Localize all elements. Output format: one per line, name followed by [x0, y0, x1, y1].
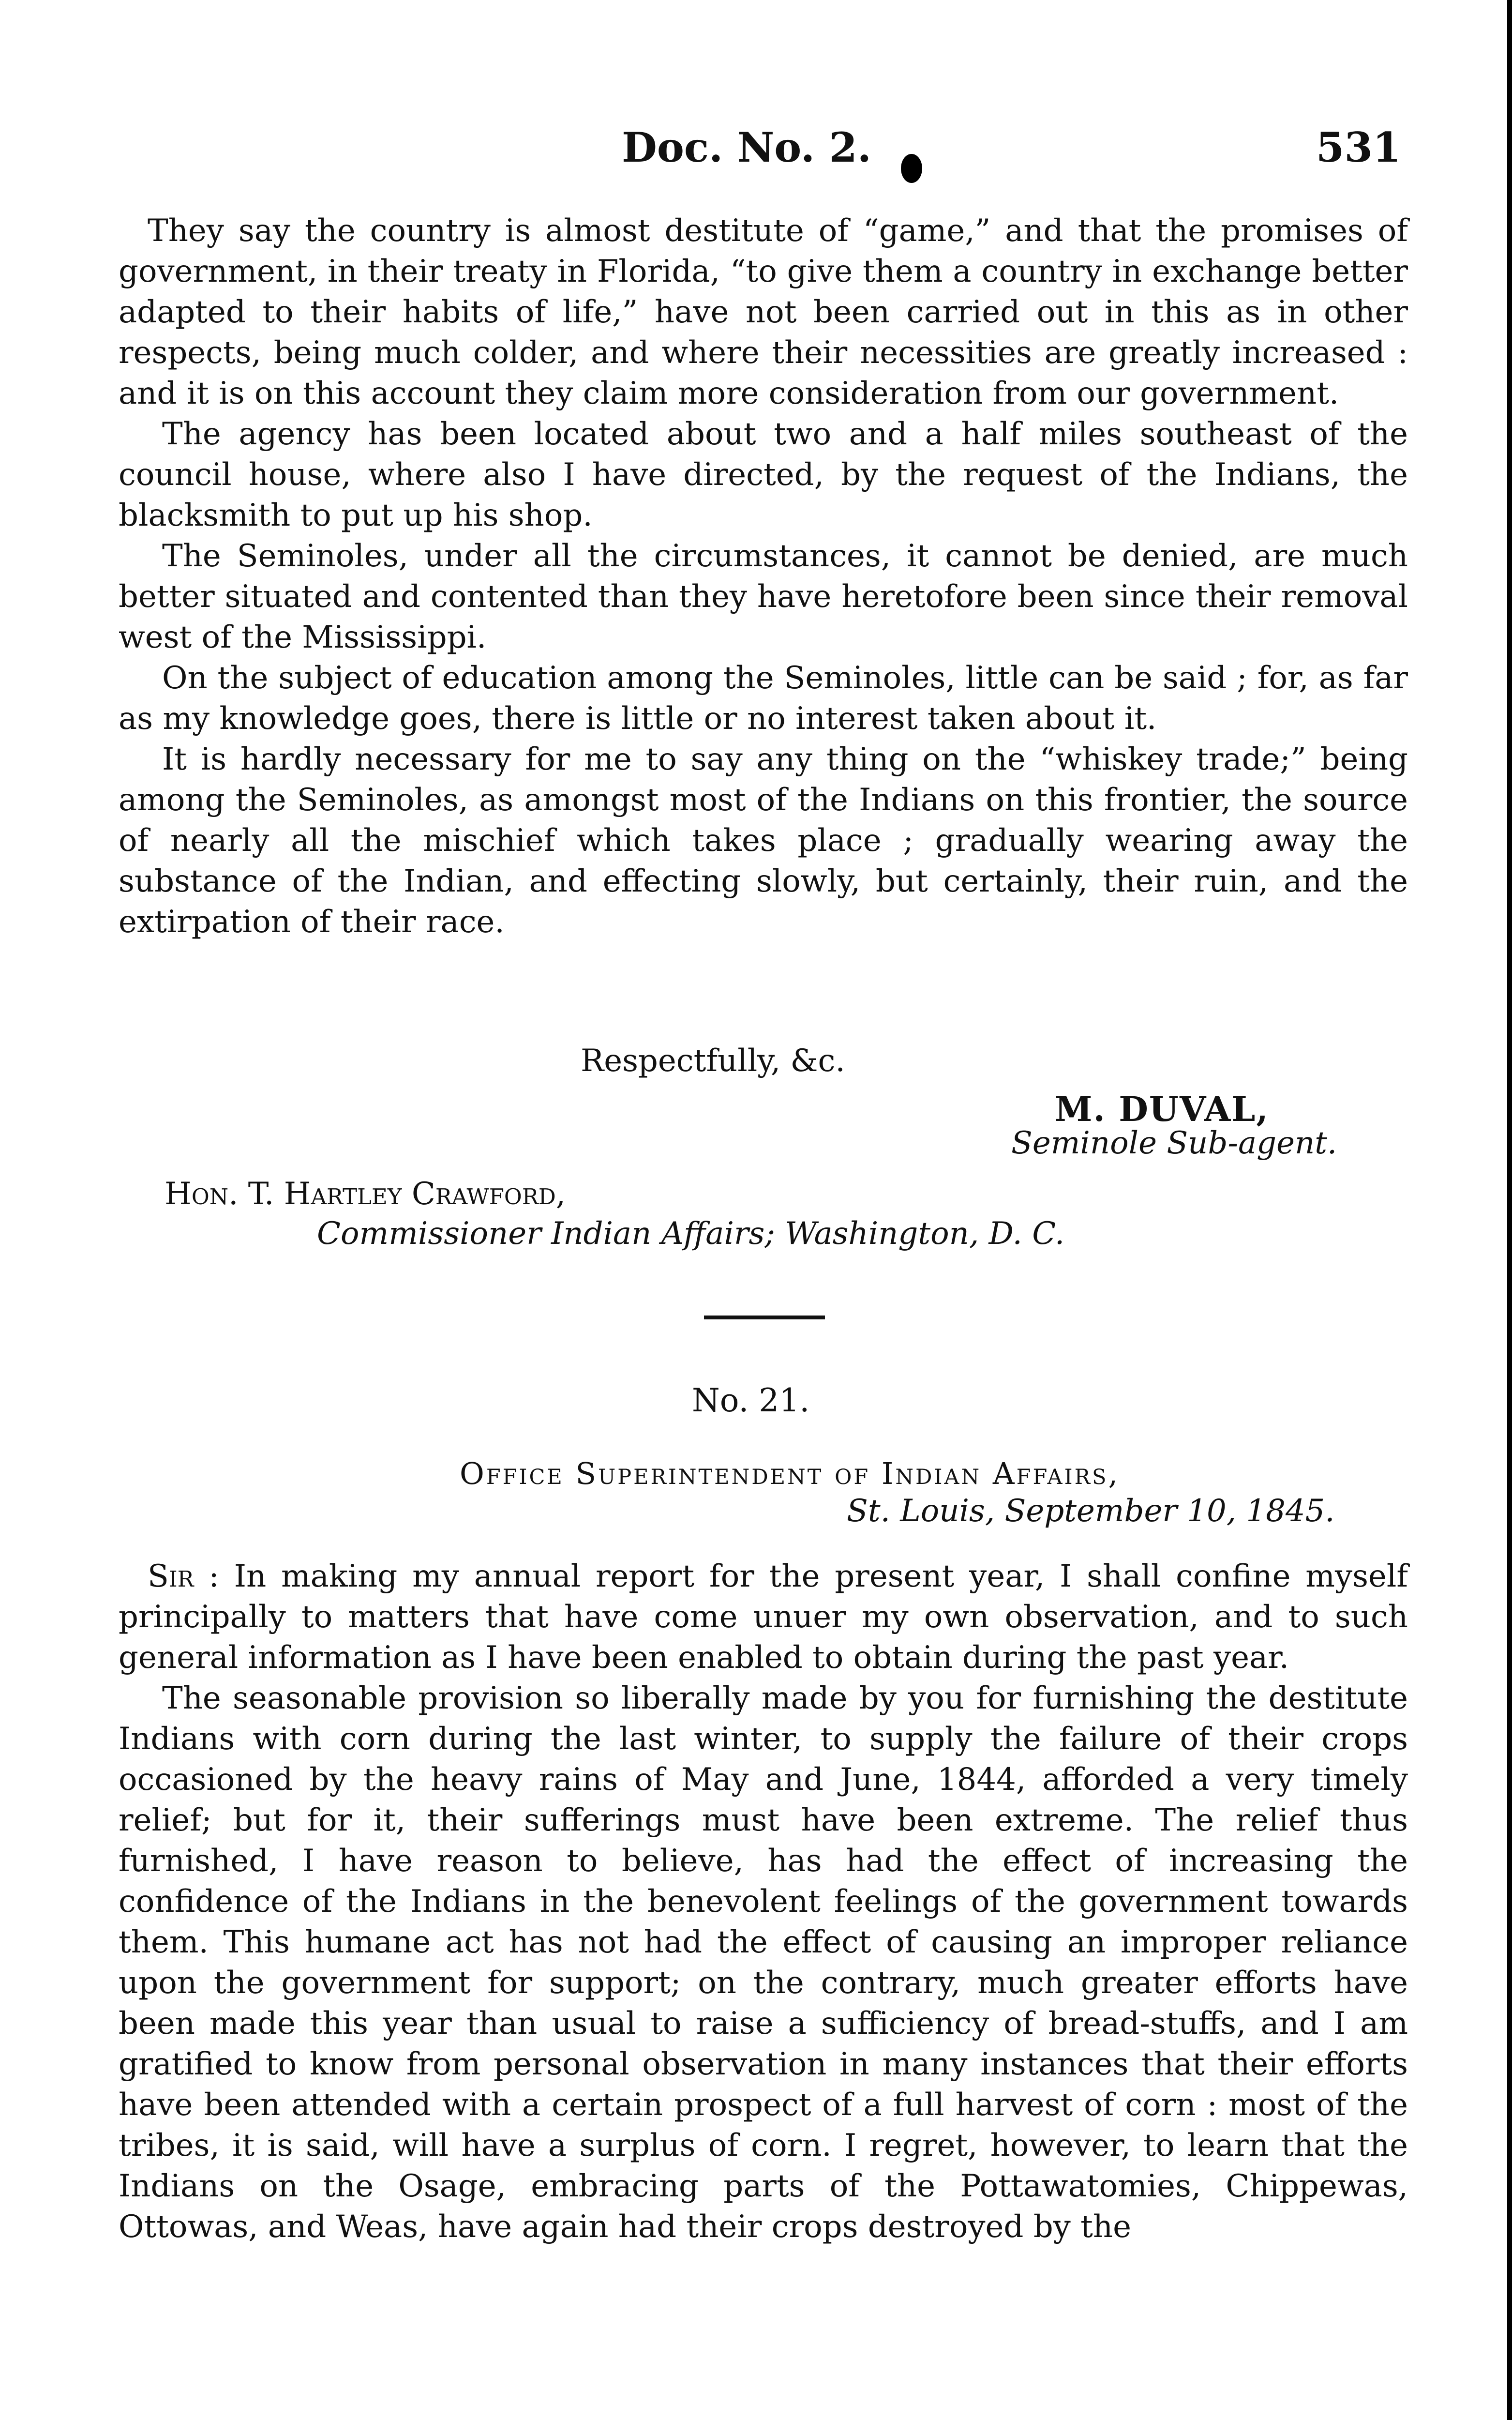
paragraph: The agency has been located about two and a half miles southeast of the council house, where also I have directed, by the request of the Indians, the blacksmith to put up his shop. — [119, 416, 1408, 533]
letter-body — [119, 211, 1408, 942]
addressee: Hon. T. Hartley Crawford, — [165, 1176, 566, 1212]
page-edge-right — [1507, 0, 1512, 2420]
salutation: Sir : — [148, 1558, 219, 1594]
signature-title: Seminole Sub-agent. — [1011, 1125, 1337, 1161]
paragraph: They say the country is almost destitute of “game,” and that the promises of government, in their treaty in Florida, “to give them a country in exchange better adapted to their habits of life,” have not been carried out in this as in other respects, being much colder, and where their necessities are greatly increased : and it is on this account they claim more consideration from our government. — [119, 213, 1408, 411]
section-divider — [704, 1316, 825, 1319]
report-body — [119, 1556, 1408, 2247]
addressee-title: Commissioner Indian Affairs; Washington, D. C. — [317, 1216, 1065, 1252]
paragraph: It is hardly necessary for me to say any thing on the “whiskey trade;” being among the Seminoles, as amongst most of the Indians on this frontier, the source of nearly all the mischief which takes place ; gradually wearing away the substance of the Indian, and effecting slowly, but certainly, their ruin, and the extirpation of their race. — [119, 741, 1408, 940]
section-number: No. 21. — [692, 1382, 810, 1419]
office-heading: Office Superintendent of Indian Affairs, — [460, 1456, 1120, 1491]
paragraph — [119, 1556, 1408, 1678]
paragraph: The seasonable provision so liberally made by you for furnishing the destitute Indians with corn during the last winter, to supply the failure of their crops occasioned by the heavy rains of May and June, 1844, afforded a very timely relief; but for it, their sufferings must have been extreme. The relief thus furnished, I have reason to believe, has had the effect of increasing the confidence of the Indians in the benevolent feelings of the government towards them. This humane act has not had the effect of causing an improper reliance upon the government for support; on the contrary, much greater efforts have been made this year than usual to raise a sufficiency of bread-stuffs, and I am gratified to know from personal observation in many instances that their efforts have been attended with a certain prospect of a full harvest of corn : most of the tribes, it is said, will have a surplus of corn. I regret, however, to learn that the Indians on the Osage, embracing parts of the Pottawatomies, Chippewas, Ottowas, and Weas, have again had their crops destroyed by the — [119, 1680, 1408, 2245]
dateline: St. Louis, September 10, 1845. — [847, 1493, 1335, 1529]
closing: Respectfully, &c. — [581, 1043, 845, 1079]
signature: M. DUVAL, — [1055, 1089, 1269, 1129]
ink-blot — [901, 154, 922, 183]
paragraph-text: In making my annual report for the present year, I shall confine myself principally to matters that have come unuer my own observation, and to such general information as I have been enabled to obtain during the past year. — [119, 1558, 1408, 1676]
running-head: Doc. No. 2. — [622, 123, 872, 171]
page-number: 531 — [1316, 123, 1401, 171]
paragraph: On the subject of education among the Seminoles, little can be said ; for, as far as my knowledge goes, there is little or no interest taken about it. — [119, 660, 1408, 737]
paragraph: The Seminoles, under all the circumstances, it cannot be denied, are much better situated and contented than they have heretofore been since their removal west of the Mississippi. — [119, 538, 1408, 655]
